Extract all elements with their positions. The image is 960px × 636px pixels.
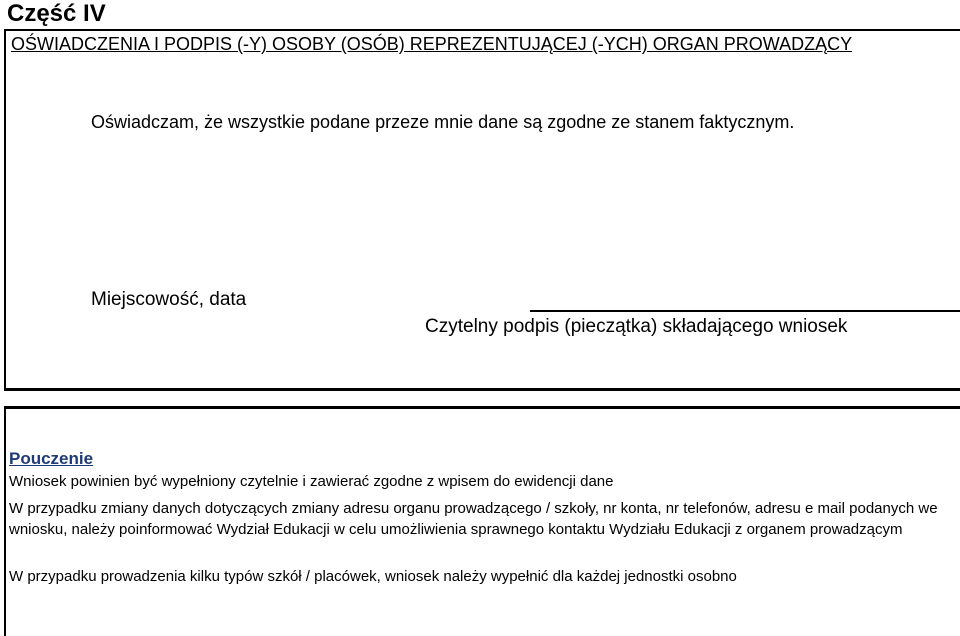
declaration-text: Oświadczam, że wszystkie podane przeze mnie dane są zgodne ze stanem faktycznym. [91, 112, 795, 132]
instruction-item-multiple-types: W przypadku prowadzenia kilku typów szkół / placówek, wniosek należy wypełnić dla każdej jednostki osobno [9, 568, 737, 585]
part-heading: Część IV [7, 0, 106, 27]
instruction-item-completeness: Wniosek powinien być wypełniony czytelnie i zawierać zgodne z wpisem do ewidencji dane [9, 473, 614, 490]
signature-line [530, 310, 960, 312]
place-date-label: Miejscowość, data [91, 289, 247, 310]
signature-label: Czytelny podpis (pieczątka) składającego wniosek [425, 316, 848, 337]
instructions-title: Pouczenie [9, 449, 94, 468]
statement-section-title: OŚWIADCZENIA I PODPIS (-Y) OSOBY (OSÓB) REPREZENTUJĄCEJ (-YCH) ORGAN PROWADZĄCY [11, 34, 853, 54]
statement-section [4, 29, 960, 391]
instructions-section [4, 406, 960, 636]
instruction-item-data-change: W przypadku zmiany danych dotyczących zmiany adresu organu prowadzącego / szkoły, nr konta, nr telefonów, adresu e mail podanych we wniosku, należy poinformować Wydział Edukacji w celu umożliwienia sprawnego kontaktu Wydziału Edukacji z organem prowadzącym [9, 500, 938, 538]
